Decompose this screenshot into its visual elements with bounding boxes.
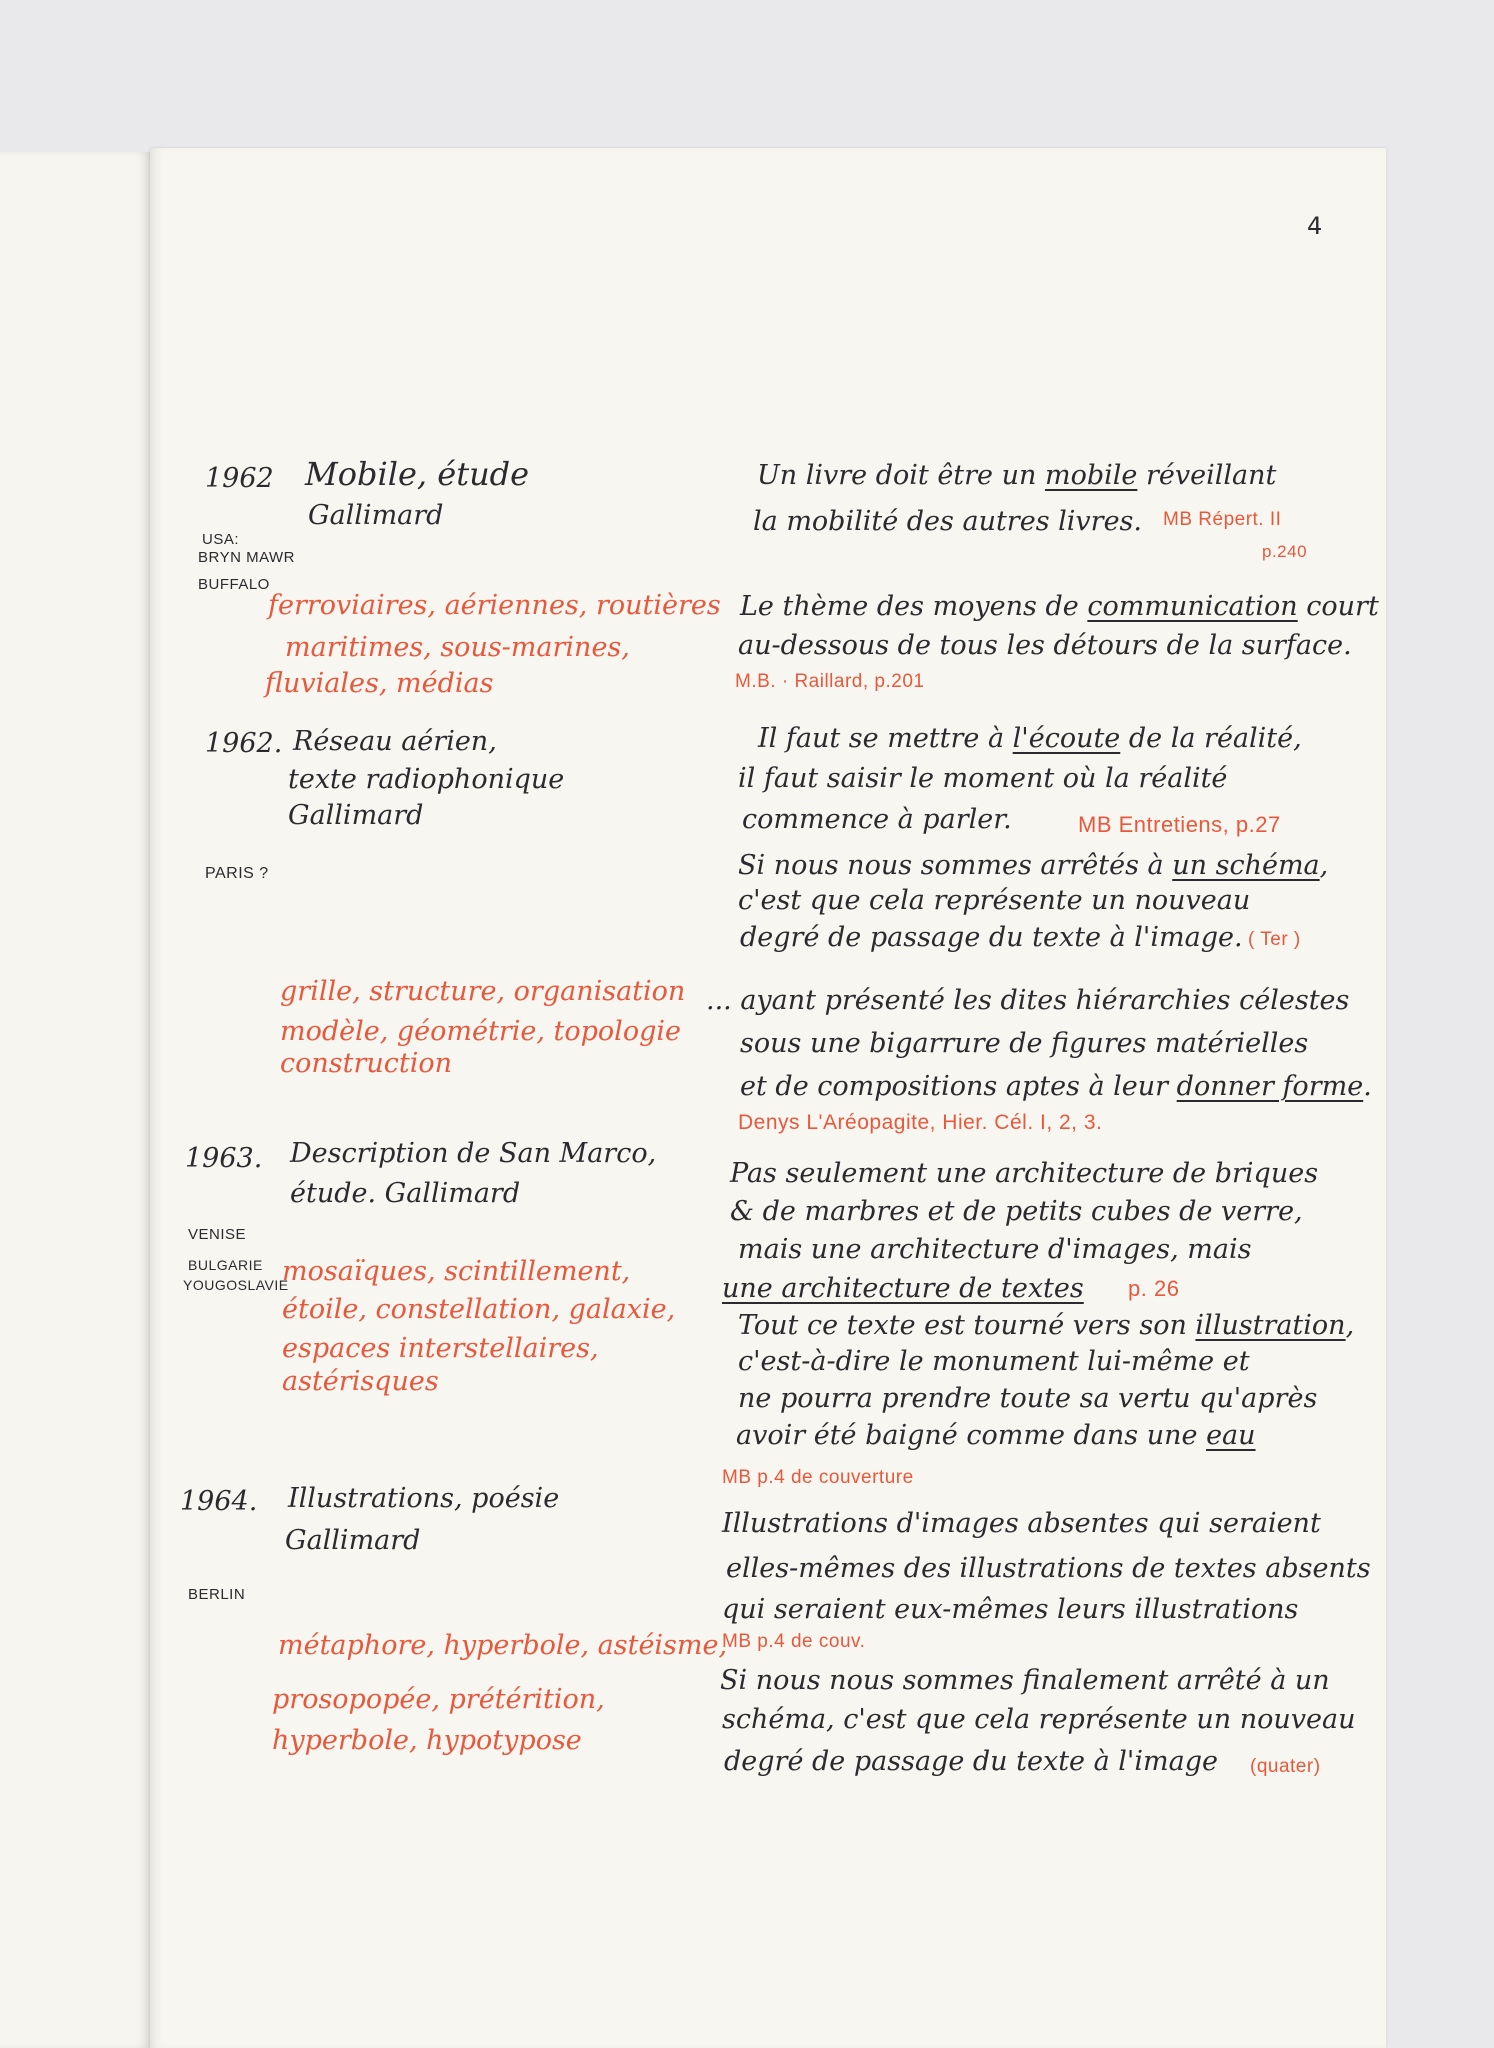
quote-3-ref: MB Entretiens, p.27 xyxy=(1078,812,1281,837)
red-line-3-2: étoile, constellation, galaxie, xyxy=(282,1294,676,1325)
quote-9-line-2: schéma, c'est que cela représente un nouveau xyxy=(722,1704,1356,1735)
quote-8-line-3: qui seraient eux-mêmes leurs illustrations xyxy=(722,1594,1299,1625)
red-line-1-2: maritimes, sous-marines, xyxy=(285,632,630,663)
quote-1-ref-page: p.240 xyxy=(1262,542,1308,561)
quote-2-line-2: au-dessous de tous les détours de la surface. xyxy=(738,630,1352,661)
red-line-4-3: hyperbole, hypotypose xyxy=(272,1725,582,1756)
red-line-3-4: astérisques xyxy=(282,1366,439,1397)
red-line-3-3: espaces interstellaires, xyxy=(282,1333,599,1364)
quote-7-line-2: c'est-à-dire le monument lui-même et xyxy=(738,1346,1250,1377)
entry-1964-title: Illustrations, poésie xyxy=(288,1483,560,1514)
quote-4-ref: ( Ter ) xyxy=(1248,929,1301,950)
entry-1964-year: 1964. xyxy=(180,1486,258,1517)
entry-1963-year: 1963. xyxy=(185,1143,263,1174)
quote-8-ref: MB p.4 de couv. xyxy=(722,1631,866,1652)
red-line-1-1: ferroviaires, aériennes, routières xyxy=(268,590,721,621)
red-line-2-1: grille, structure, organisation xyxy=(280,976,686,1007)
quote-5-ref: Denys L'Aréopagite, Hier. Cél. I, 2, 3. xyxy=(738,1111,1103,1134)
quote-3-line-3: commence à parler. xyxy=(742,804,1012,835)
quote-2-line-1: Le thème des moyens de communication court xyxy=(740,591,1379,622)
place-venise: VENISE xyxy=(188,1226,247,1243)
place-berlin: BERLIN xyxy=(188,1586,246,1603)
quote-6-line-4: une architecture de textes xyxy=(722,1273,1084,1304)
red-line-1-3: fluviales, médias xyxy=(265,668,494,699)
place-usa: USA: xyxy=(202,531,240,548)
quote-6-line-3: mais une architecture d'images, mais xyxy=(738,1234,1252,1265)
entry-1963-title: Description de San Marco, xyxy=(290,1138,657,1169)
entry-1964-publisher: Gallimard xyxy=(285,1525,421,1556)
place-paris: PARIS ? xyxy=(205,865,269,882)
quote-3-line-2: il faut saisir le moment où la réalité xyxy=(738,763,1228,794)
place-bryn-mawr: BRYN MAWR xyxy=(198,549,296,566)
quote-1-line-1: Un livre doit être un mobile réveillant xyxy=(757,460,1277,491)
quote-9-line-3: degré de passage du texte à l'image xyxy=(724,1746,1218,1777)
quote-4-line-1: Si nous nous sommes arrêtés à un schéma, xyxy=(738,850,1329,881)
entry-1962b-year: 1962. xyxy=(205,728,283,759)
quote-2-ref: M.B. · Raillard, p.201 xyxy=(735,671,925,692)
quote-3-line-1: Il faut se mettre à l'écoute de la réalité, xyxy=(758,723,1302,754)
quote-7-line-1: Tout ce texte est tourné vers son illustration, xyxy=(738,1310,1355,1341)
quote-6-line-1: Pas seulement une architecture de briques xyxy=(730,1158,1319,1189)
quote-7-line-4: avoir été baigné comme dans une eau xyxy=(736,1420,1256,1451)
red-line-4-2: prosopopée, prétérition, xyxy=(272,1684,605,1715)
entry-1962b-publisher: Gallimard xyxy=(288,800,424,831)
quote-9-ref: (quater) xyxy=(1250,1756,1321,1777)
quote-9-line-1: Si nous nous sommes finalement arrêté à un xyxy=(720,1665,1330,1696)
quote-5-line-2: sous une bigarrure de figures matérielles xyxy=(740,1028,1309,1059)
quote-1-ref: MB Répert. II xyxy=(1163,509,1282,530)
quote-5-line-3: et de compositions aptes à leur donner forme. xyxy=(740,1071,1372,1102)
entry-1963-subtitle: étude. Gallimard xyxy=(290,1178,521,1209)
red-line-3-1: mosaïques, scintillement, xyxy=(282,1256,631,1287)
quote-4-line-2: c'est que cela représente un nouveau xyxy=(738,885,1251,916)
quote-1-line-2: la mobilité des autres livres. xyxy=(753,506,1142,537)
red-line-4-1: métaphore, hyperbole, astéisme, xyxy=(278,1630,728,1661)
entry-1962-year: 1962 xyxy=(205,463,274,494)
quote-5-line-1: ... ayant présenté les dites hiérarchies célestes xyxy=(706,985,1350,1016)
quote-6-line-2: & de marbres et de petits cubes de verre, xyxy=(730,1196,1303,1227)
entry-1962-title: Mobile, étude xyxy=(305,455,530,493)
place-buffalo: BUFFALO xyxy=(198,576,270,593)
quote-6-ref: p. 26 xyxy=(1128,1276,1180,1301)
entry-1962-publisher: Gallimard xyxy=(308,500,444,531)
left-page xyxy=(0,152,150,2048)
entry-1962b-subtitle: texte radiophonique xyxy=(288,764,565,795)
place-yougoslavie: YOUGOSLAVIE xyxy=(183,1277,289,1293)
quote-7-line-3: ne pourra prendre toute sa vertu qu'après xyxy=(738,1383,1318,1414)
red-line-2-3: construction xyxy=(280,1048,453,1079)
quote-8-line-1: Illustrations d'images absentes qui seraient xyxy=(722,1508,1321,1539)
red-line-2-2: modèle, géométrie, topologie xyxy=(280,1016,681,1047)
page-number: 4 xyxy=(1307,212,1323,240)
quote-4-line-3: degré de passage du texte à l'image. xyxy=(740,922,1243,953)
quote-8-line-2: elles-mêmes des illustrations de textes absents xyxy=(726,1553,1371,1584)
quote-7-ref: MB p.4 de couverture xyxy=(722,1467,914,1488)
place-bulgarie: BULGARIE xyxy=(188,1257,263,1273)
entry-1962b-title: Réseau aérien, xyxy=(293,726,497,757)
